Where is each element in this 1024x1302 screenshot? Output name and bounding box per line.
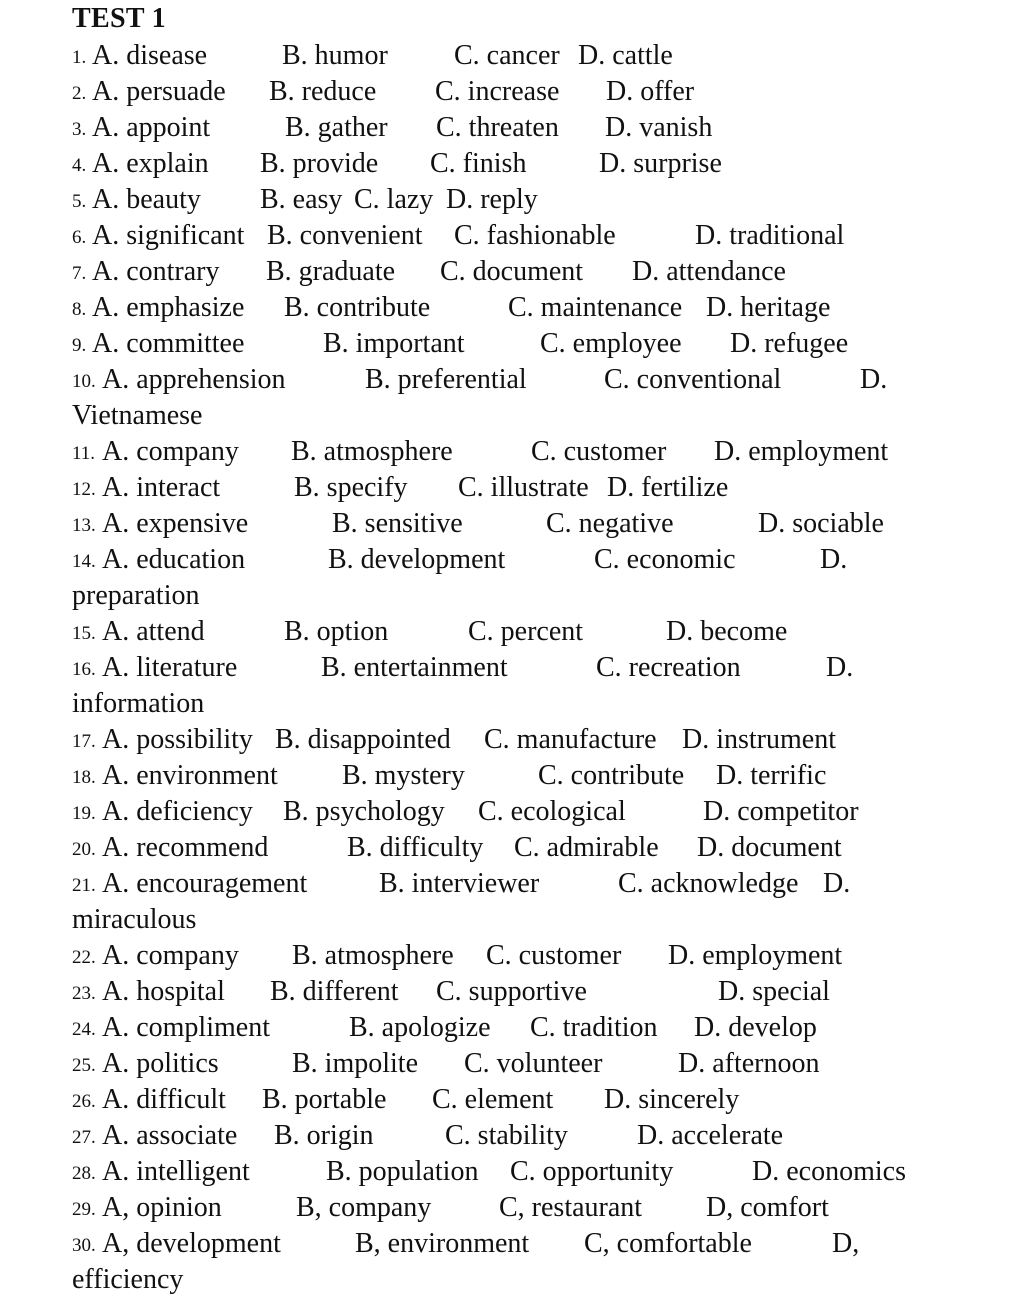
option-b: B. difficulty <box>347 832 484 863</box>
option-d: D. refugee <box>730 328 849 359</box>
option-c: C. customer <box>531 436 667 467</box>
test-title: TEST 1 <box>72 3 166 34</box>
option-b: B. origin <box>274 1120 374 1151</box>
question-number: 27. <box>72 1127 96 1148</box>
question-row <box>72 758 952 794</box>
option-c: C. supportive <box>436 976 587 1007</box>
option-d-continuation <box>72 686 952 722</box>
question-number: 10. <box>72 371 96 392</box>
question-row <box>72 1082 952 1118</box>
option-c: C, comfortable <box>584 1228 752 1259</box>
option-d: D, <box>832 1228 860 1259</box>
question-row <box>72 254 952 290</box>
option-b: B. psychology <box>283 796 445 827</box>
option-d: D. cattle <box>578 40 673 71</box>
option-a: A. environment <box>102 760 278 791</box>
question-row <box>72 110 952 146</box>
question-number: 9. <box>72 335 87 356</box>
question-row <box>72 182 952 218</box>
option-b: B. preferential <box>365 364 527 395</box>
question-number: 21. <box>72 875 96 896</box>
option-b: B. apologize <box>349 1012 491 1043</box>
question-number: 14. <box>72 551 96 572</box>
option-b: B. option <box>284 616 389 647</box>
question-number: 19. <box>72 803 96 824</box>
option-b: B. easy <box>260 184 343 215</box>
option-d-continuation <box>72 578 952 614</box>
option-c: C. tradition <box>530 1012 658 1043</box>
option-a: A. possibility <box>102 724 253 755</box>
option-b: B. contribute <box>284 292 431 323</box>
question-number: 17. <box>72 731 96 752</box>
option-d: D, comfort <box>706 1192 829 1223</box>
question-row <box>72 1226 952 1262</box>
question-number: 4. <box>72 155 87 176</box>
option-a: A. difficult <box>102 1084 226 1115</box>
option-c: C. conventional <box>604 364 782 395</box>
question-number: 16. <box>72 659 96 680</box>
question-row <box>72 146 952 182</box>
option-d: D. <box>820 544 848 575</box>
option-a: A. attend <box>102 616 205 647</box>
question-row <box>72 506 952 542</box>
option-d: D. attendance <box>632 256 786 287</box>
question-number: 24. <box>72 1019 96 1040</box>
option-a: A. company <box>102 436 239 467</box>
option-a: A. expensive <box>102 508 249 539</box>
question-row <box>72 1118 952 1154</box>
option-b: B. different <box>270 976 399 1007</box>
option-a: A, opinion <box>102 1192 222 1223</box>
question-row <box>72 290 952 326</box>
option-b: B. development <box>328 544 506 575</box>
option-d: D. special <box>718 976 830 1007</box>
option-b: B. mystery <box>342 760 465 791</box>
option-c: C. cancer <box>454 40 560 71</box>
option-d: D. sociable <box>758 508 884 539</box>
question-row <box>72 794 952 830</box>
question-number: 15. <box>72 623 96 644</box>
option-a: A. politics <box>102 1048 219 1079</box>
option-d: D. <box>860 364 888 395</box>
option-c: C. document <box>440 256 584 287</box>
option-b: B, company <box>296 1192 432 1223</box>
option-d: D. competitor <box>703 796 859 827</box>
question-number: 13. <box>72 515 96 536</box>
option-a: A. intelligent <box>102 1156 250 1187</box>
option-b: B. specify <box>294 472 408 503</box>
option-d: D. employment <box>668 940 843 971</box>
option-a: A. explain <box>92 148 209 179</box>
option-b: B. population <box>326 1156 479 1187</box>
question-number: 5. <box>72 191 87 212</box>
question-row <box>72 1010 952 1046</box>
option-c: C. ecological <box>478 796 626 827</box>
question-number: 29. <box>72 1199 96 1220</box>
option-c: C, restaurant <box>499 1192 643 1223</box>
option-b: B. atmosphere <box>291 436 453 467</box>
option-d: D. fertilize <box>607 472 729 503</box>
option-c: C. fashionable <box>454 220 616 251</box>
option-d: D. instrument <box>682 724 836 755</box>
question-row <box>72 326 952 362</box>
option-b: B. gather <box>285 112 388 143</box>
option-c: C. admirable <box>514 832 659 863</box>
option-c: C. finish <box>430 148 527 179</box>
question-number: 28. <box>72 1163 96 1184</box>
option-d: D. heritage <box>706 292 831 323</box>
option-d: D. develop <box>694 1012 817 1043</box>
question-number: 30. <box>72 1235 96 1256</box>
option-d: D. sincerely <box>604 1084 740 1115</box>
question-number: 7. <box>72 263 87 284</box>
option-d: D. traditional <box>695 220 845 251</box>
option-b: B. atmosphere <box>292 940 454 971</box>
option-c: C. economic <box>594 544 736 575</box>
option-a: A. education <box>102 544 246 575</box>
option-d: D. reply <box>446 184 538 215</box>
option-a: A. committee <box>92 328 245 359</box>
option-c: C. negative <box>546 508 674 539</box>
question-row <box>72 542 952 578</box>
option-b: B. interviewer <box>379 868 540 899</box>
option-a: A. literature <box>102 652 238 683</box>
question-number: 11. <box>72 443 96 464</box>
question-row <box>72 218 952 254</box>
option-c: C. maintenance <box>508 292 683 323</box>
option-d-wrapped-text: preparation <box>72 580 200 611</box>
option-c: C. recreation <box>596 652 741 683</box>
question-number: 2. <box>72 83 87 104</box>
option-d-wrapped-text: Vietnamese <box>72 400 203 431</box>
option-c: C. volunteer <box>464 1048 603 1079</box>
option-c: C. stability <box>445 1120 568 1151</box>
option-d-continuation <box>72 398 952 434</box>
option-a: A. contrary <box>92 256 220 287</box>
option-d: D. offer <box>606 76 695 107</box>
option-b: B. sensitive <box>332 508 463 539</box>
option-c: C. threaten <box>436 112 559 143</box>
option-d-continuation <box>72 902 952 938</box>
option-a: A. interact <box>102 472 221 503</box>
option-d: D. accelerate <box>637 1120 784 1151</box>
question-row <box>72 1046 952 1082</box>
option-a: A. disease <box>92 40 208 71</box>
option-d: D. <box>826 652 854 683</box>
option-a: A. recommend <box>102 832 269 863</box>
question-number: 8. <box>72 299 87 320</box>
option-d: D. terrific <box>716 760 827 791</box>
option-c: C. increase <box>435 76 560 107</box>
option-a: A. persuade <box>92 76 226 107</box>
option-a: A. emphasize <box>92 292 245 323</box>
option-d: D. document <box>697 832 842 863</box>
option-d: D. employment <box>714 436 889 467</box>
option-a: A. apprehension <box>102 364 286 395</box>
option-c: C. element <box>432 1084 554 1115</box>
option-b: B. convenient <box>267 220 423 251</box>
question-number: 6. <box>72 227 87 248</box>
question-row <box>72 614 952 650</box>
question-row <box>72 1154 952 1190</box>
question-row <box>72 974 952 1010</box>
option-b: B. provide <box>260 148 379 179</box>
option-c: C. manufacture <box>484 724 657 755</box>
option-c: C. acknowledge <box>618 868 799 899</box>
option-c: C. employee <box>540 328 682 359</box>
option-a: A. compliment <box>102 1012 270 1043</box>
option-d-wrapped-text: information <box>72 688 205 719</box>
question-number: 22. <box>72 947 96 968</box>
question-row <box>72 1190 952 1226</box>
question-row <box>72 722 952 758</box>
option-d: D. vanish <box>605 112 713 143</box>
option-d-continuation <box>72 1262 952 1298</box>
option-d: D. economics <box>752 1156 906 1187</box>
option-b: B. portable <box>262 1084 387 1115</box>
option-b: B, environment <box>355 1228 530 1259</box>
option-a: A. encouragement <box>102 868 308 899</box>
option-d-wrapped-text: efficiency <box>72 1264 184 1295</box>
option-a: A. deficiency <box>102 796 253 827</box>
question-number: 3. <box>72 119 87 140</box>
option-a: A. beauty <box>92 184 201 215</box>
option-b: B. graduate <box>266 256 396 287</box>
option-d: D. become <box>666 616 788 647</box>
question-number: 26. <box>72 1091 96 1112</box>
option-a: A, development <box>102 1228 281 1259</box>
option-d: D. surprise <box>599 148 722 179</box>
option-d: D. <box>823 868 851 899</box>
question-row <box>72 470 952 506</box>
question-number: 20. <box>72 839 96 860</box>
option-a: A. hospital <box>102 976 225 1007</box>
option-c: C. opportunity <box>510 1156 674 1187</box>
question-number: 18. <box>72 767 96 788</box>
option-a: A. associate <box>102 1120 238 1151</box>
question-number: 25. <box>72 1055 96 1076</box>
option-b: B. disappointed <box>275 724 451 755</box>
option-c: C. contribute <box>538 760 685 791</box>
option-a: A. appoint <box>92 112 211 143</box>
question-row <box>72 650 952 686</box>
option-c: C. customer <box>486 940 622 971</box>
option-d: D. afternoon <box>678 1048 820 1079</box>
option-c: C. percent <box>468 616 584 647</box>
option-c: C. lazy <box>354 184 434 215</box>
question-number: 12. <box>72 479 96 500</box>
question-row <box>72 866 952 902</box>
option-a: A. company <box>102 940 239 971</box>
question-number: 1. <box>72 47 87 68</box>
question-row <box>72 434 952 470</box>
question-row <box>72 938 952 974</box>
question-row <box>72 830 952 866</box>
question-number: 23. <box>72 983 96 1004</box>
option-b: B. important <box>323 328 465 359</box>
option-b: B. entertainment <box>321 652 508 683</box>
option-c: C. illustrate <box>458 472 589 503</box>
option-b: B. reduce <box>269 76 377 107</box>
question-row <box>72 38 952 74</box>
option-d-wrapped-text: miraculous <box>72 904 197 935</box>
option-b: B. humor <box>282 40 388 71</box>
option-a: A. significant <box>92 220 245 251</box>
question-row <box>72 362 952 398</box>
option-b: B. impolite <box>292 1048 418 1079</box>
question-row <box>72 74 952 110</box>
